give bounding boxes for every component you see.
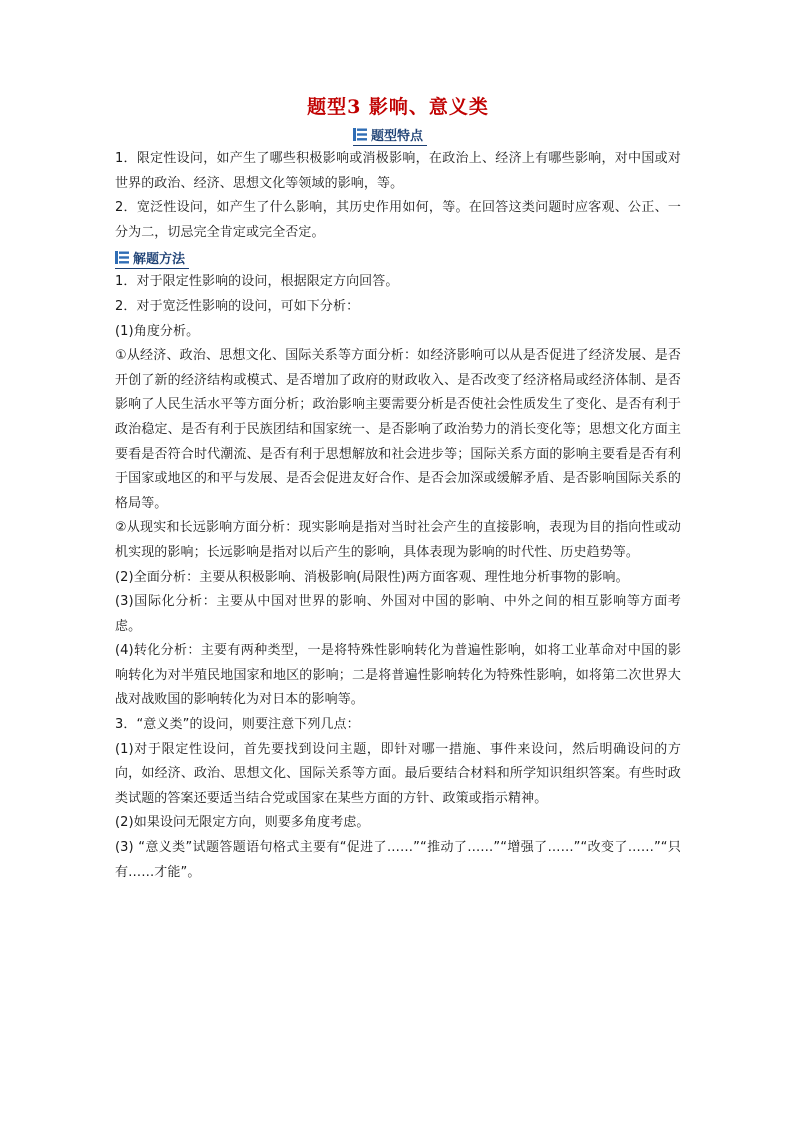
page-title: 题型3 影响、意义类: [307, 96, 489, 118]
section-heading-label: 题型特点: [371, 128, 424, 144]
paragraph: (4)转化分析：主要有两种类型，一是将特殊性影响转化为普遍性影响，如将工业革命对中国的影响转化为对半殖民地国家和地区的影响；二是将普遍性影响转化为特殊性影响，如将第二次世界大战对战败国的影响转化为对日本的影响等。: [115, 643, 681, 708]
paragraph: (3)国际化分析：主要从中国对世界的影响、外国对中国的影响、中外之间的相互影响等方面考虑。: [115, 594, 681, 634]
paragraph: (1)对于限定性设问，首先要找到设问主题，即针对哪一措施、事件来设问，然后明确设问的方向，如经济、政治、思想文化、国际关系等方面。最后要结合材料和所学知识组织答案。有些时政类试题的答案还要适当结合党或国家在某些方面的方针、政策或指示精神。: [115, 741, 681, 806]
paragraph: (2)全面分析：主要从积极影响、消极影响(局限性)两方面客观、理性地分析事物的影响。: [115, 569, 629, 585]
section-header-row: [115, 122, 681, 147]
paragraph: ②从现实和长远影响方面分析：现实影响是指对当时社会产生的直接影响，表现为目的指向性或动机实现的影响；长远影响是指对以后产生的影响，具体表现为影响的时代性、历史趋势等。: [115, 520, 681, 560]
paragraph: 1．对于限定性影响的设问，根据限定方向回答。: [115, 274, 399, 290]
section-header-row: [115, 245, 681, 270]
paragraph: (2)如果设问无限定方向，则要多角度考虑。: [115, 815, 370, 831]
section-heading-methods: [115, 246, 189, 269]
paragraph: (3) “意义类”试题答题语句格式主要有“促进了……”“推动了……”“增强了……”“改变了……”“只有……才能”。: [115, 840, 681, 880]
list-icon: [115, 251, 129, 264]
paragraph: 2．对于宽泛性影响的设问，可如下分析：: [115, 298, 360, 314]
paragraph: 1．限定性设问，如产生了哪些积极影响或消极影响，在政治上、经济上有哪些影响，对中国或对世界的政治、经济、思想文化等领域的影响，等。: [115, 151, 681, 191]
section-heading-label: 解题方法: [133, 251, 186, 267]
paragraph: 2．宽泛性设问，如产生了什么影响，其历史作用如何，等。在回答这类问题时应客观、公正、一分为二，切忌完全肯定或完全否定。: [115, 200, 681, 240]
paragraph: ①从经济、政治、思想文化、国际关系等方面分析：如经济影响可以从是否促进了经济发展、是否开创了新的经济结构或模式、是否增加了政府的财政收入、是否改变了经济格局或经济体制、是否影响了人民生活水平等方面分析；政治影响主要需要分析是否使社会性质发生了变化、是否有利于政治稳定、是否有利于民族团结和国家统一、是否影响了政治势力的消长变化等；思想文化方面主要看是否符合时代潮流、是否有利于思想解放和社会进步等；国际关系方面的影响主要看是否有利于国家或地区的和平与发展、是否会促进友好合作、是否会加深或缓解矛盾、是否影响国际关系的格局等。: [115, 348, 681, 511]
document-content: [115, 92, 681, 885]
section-heading-features: [353, 123, 427, 146]
paragraph: (1)角度分析。: [115, 323, 200, 339]
paragraph: 3．“意义类”的设问，则要注意下列几点：: [115, 717, 360, 733]
list-icon: [353, 128, 367, 141]
